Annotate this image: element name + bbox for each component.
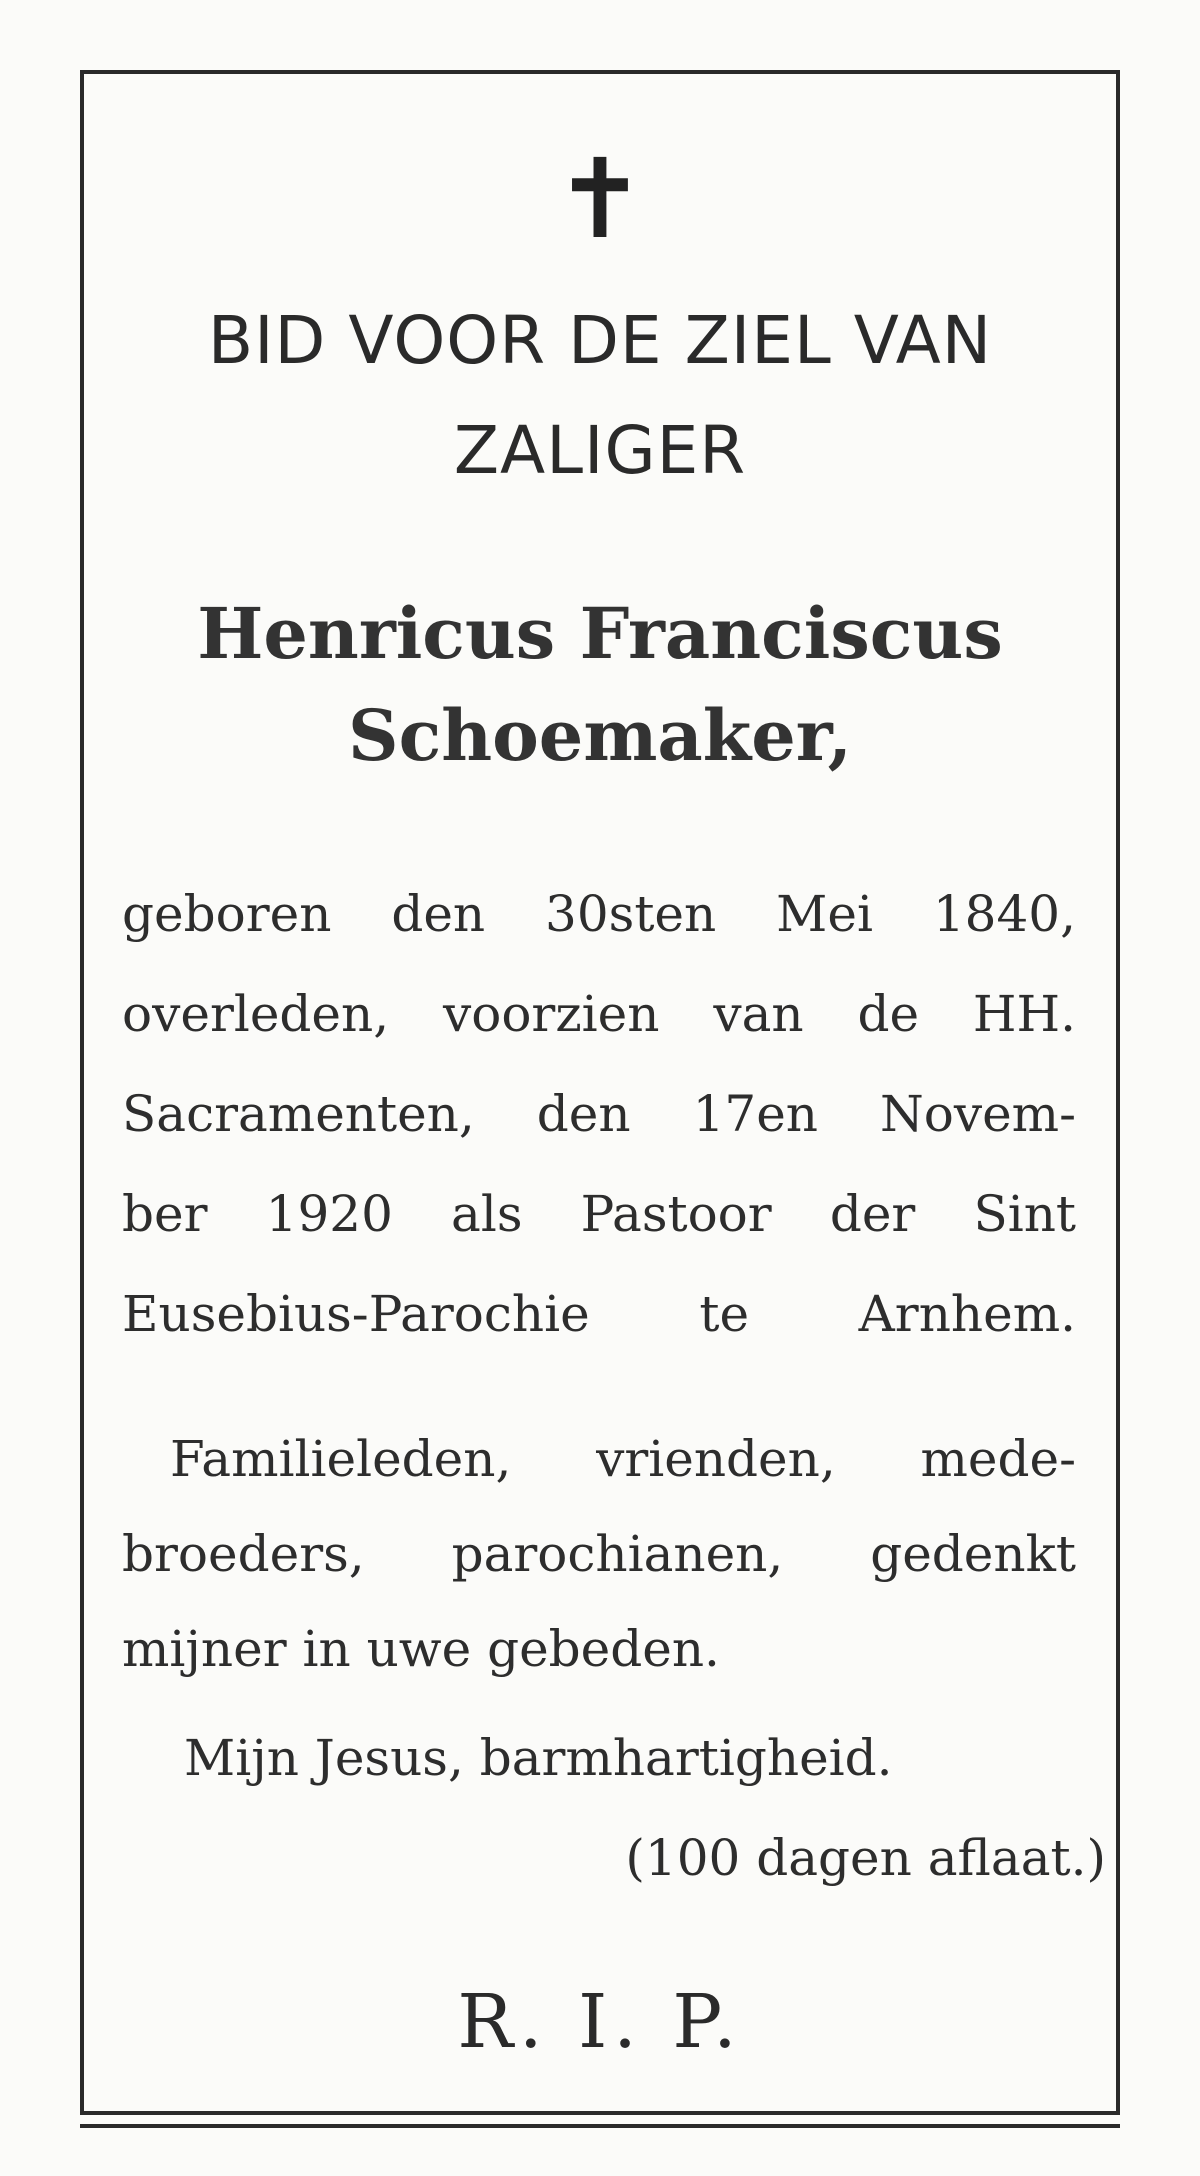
bio-line: ber 1920 als Pastoor der Sint (122, 1185, 1076, 1243)
deceased-name-line-1: Henricus Franciscus (197, 592, 1003, 675)
rip-closing: R. I. P. (457, 1979, 743, 2065)
bio-line: Sacramenten, den 17en Novem- (122, 1085, 1076, 1143)
indulgence-note: (100 dagen aflaat.) (625, 1829, 1106, 1887)
bio-line: Eusebius-Parochie te Arnhem. (122, 1285, 1076, 1343)
cross-icon: ✝ (553, 135, 647, 263)
heading-line-1: BID VOOR DE ZIEL VAN (207, 302, 993, 379)
memorial-card (80, 70, 1120, 2115)
request-line: broeders, parochianen, gedenkt (122, 1525, 1076, 1583)
request-line: mijner in uwe gebeden. (122, 1620, 720, 1678)
deceased-name-line-2: Schoemaker, (348, 694, 852, 777)
request-line: Familieleden, vrienden, mede- (170, 1430, 1076, 1488)
bio-line: geboren den 30sten Mei 1840, (122, 885, 1076, 943)
bottom-rule (80, 2124, 1120, 2128)
prayer-text: Mijn Jesus, barmhartigheid. (184, 1729, 893, 1787)
bio-line: overleden, voorzien van de HH. (122, 985, 1076, 1043)
heading-line-2: ZALIGER (453, 412, 747, 489)
